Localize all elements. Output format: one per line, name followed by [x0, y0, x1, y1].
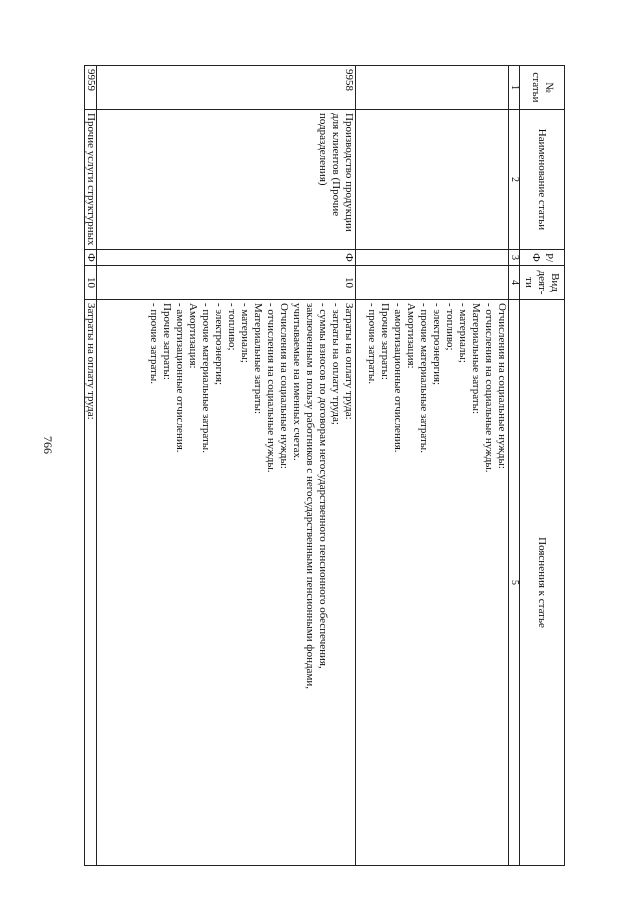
- explanation-line: - прочие материальные затраты.: [200, 303, 212, 453]
- explanation-line: - материалы;: [457, 303, 469, 363]
- explanation-line: Отчисления на социальные нужды:: [278, 303, 290, 469]
- explanation-line: Прочие затраты:: [379, 303, 391, 380]
- item-number: 9958: [97, 66, 356, 110]
- explanation-cell: [356, 300, 509, 866]
- explanation-line: - амортизационные отчисления.: [392, 303, 404, 453]
- column-numbers-row: [509, 66, 520, 866]
- header-item-name: Наименование статьи: [520, 110, 565, 250]
- explanation-line: Амортизация:: [405, 303, 417, 369]
- column-number: 2: [509, 110, 520, 250]
- page-number: 766: [41, 436, 55, 454]
- explanation-line: - топливо;: [226, 303, 238, 351]
- table-cell: [356, 110, 509, 250]
- item-rf: Ф: [85, 250, 97, 266]
- explanation-line: - прочие затраты.: [148, 303, 160, 384]
- explanation-line: Амортизация:: [187, 303, 199, 369]
- explanation-line: - электроэнергия;: [431, 303, 443, 386]
- explanation-line: - материалы;: [239, 303, 251, 363]
- explanation-line: - прочие затраты.: [366, 303, 378, 384]
- item-name: Прочие услуги структурных: [85, 110, 97, 250]
- explanation-line: - амортизационные отчисления.: [174, 303, 186, 453]
- explanation-line: - отчисления на социальные нужды.: [483, 303, 495, 473]
- explanation-cell: [97, 300, 356, 866]
- table-header-row: [520, 66, 565, 866]
- explanation-line: - суммы взносов по договорам негосударственного пенсионного обеспечения,: [317, 303, 329, 669]
- table-row-9958: [97, 66, 356, 866]
- explanation-line: Затраты на оплату труда:: [343, 303, 355, 420]
- explanation-line: - отчисления на социальные нужды.: [265, 303, 277, 473]
- column-number: 1: [509, 66, 520, 110]
- header-activity-type: Вид деят-ти: [520, 266, 565, 300]
- table-cell: [356, 266, 509, 300]
- column-number: 5: [509, 300, 520, 866]
- table-cell: [356, 66, 509, 110]
- explanation-line: - затраты на оплату труда;: [330, 303, 342, 425]
- explanation-line: Материальные затраты:: [470, 303, 482, 415]
- table-row-9959: [85, 66, 97, 866]
- item-activity: 10: [97, 266, 356, 300]
- explanation-line: учитываемые на именных счетах.: [291, 303, 303, 461]
- header-rf: Р/ Ф: [520, 250, 565, 266]
- header-explanation: Пояснения к статье: [520, 300, 565, 866]
- rotated-page: [75, 65, 565, 865]
- item-number: 9959: [85, 66, 97, 110]
- explanation-line: Прочие затраты:: [161, 303, 173, 380]
- explanation-line: - электроэнергия;: [213, 303, 225, 386]
- table-cell: [356, 250, 509, 266]
- item-name: Производство продукции для клиентов (Прочие подразделения): [97, 110, 356, 250]
- column-number: 3: [509, 250, 520, 266]
- cost-items-table: [84, 65, 565, 866]
- column-number: 4: [509, 266, 520, 300]
- item-activity: 10: [85, 266, 97, 300]
- explanation-line: Затраты на оплату труда:: [85, 300, 97, 866]
- explanation-line: - прочие материальные затраты.: [418, 303, 430, 453]
- explanation-line: заключенным в пользу работников с негосударственными пенсионными фондами,: [304, 303, 316, 690]
- item-rf: Ф: [97, 250, 356, 266]
- explanation-line: Отчисления на социальные нужды:: [496, 303, 508, 469]
- table-row-continuation: [356, 66, 509, 866]
- explanation-line: Материальные затраты:: [252, 303, 264, 415]
- header-item-number: № статьи: [520, 66, 565, 110]
- explanation-line: - топливо;: [444, 303, 456, 351]
